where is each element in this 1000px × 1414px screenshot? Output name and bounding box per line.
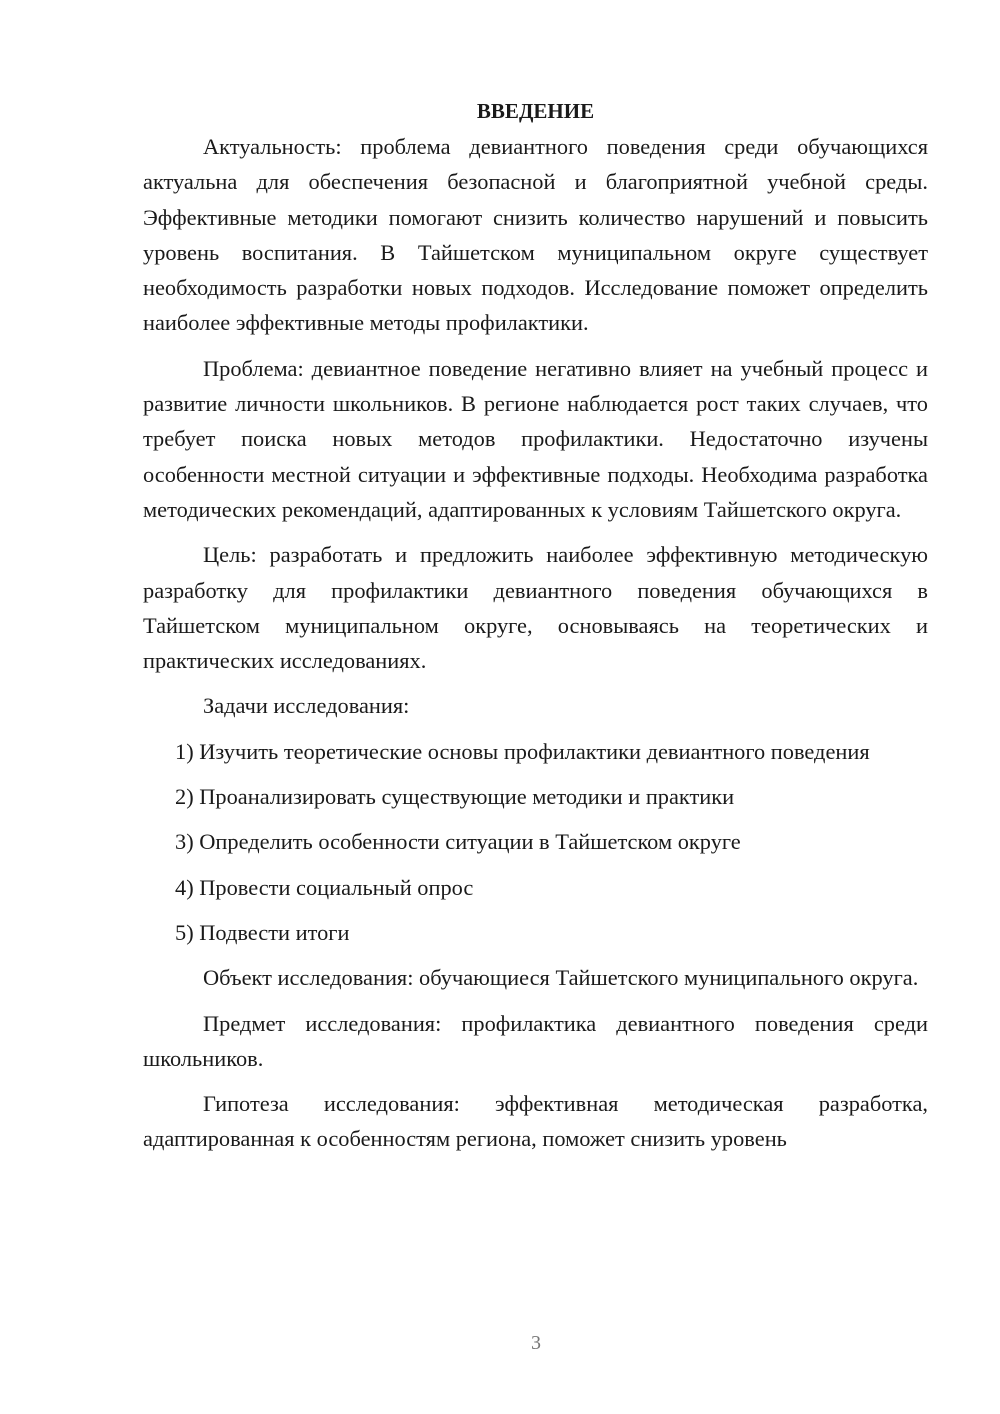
task-item: 1) Изучить теоретические основы профилактики девиантного поведения	[175, 738, 870, 764]
task-item: 5) Подвести итоги	[175, 919, 350, 945]
object-paragraph: Объект исследования: обучающиеся Тайшетского муниципального округа.	[203, 965, 919, 991]
goal-paragraph: Цель: разработать и предложить наиболее эффективную методическую разработку для профилактики девиантного поведения обучающихся в Тайшетском муниципальном округе, основываясь на теоретических и практических исследованиях.	[143, 542, 928, 674]
page-body	[143, 94, 928, 1167]
page-number: 3	[531, 1332, 541, 1354]
hypothesis-paragraph: Гипотеза исследования: эффективная методическая разработка, адаптированная к особенностям региона, поможет снизить уровень	[143, 1091, 928, 1152]
tasks-heading: Задачи исследования:	[203, 693, 410, 719]
task-item: 2) Проанализировать существующие методики и практики	[175, 784, 735, 810]
task-item: 4) Провести социальный опрос	[175, 874, 474, 900]
section-heading: ВВЕДЕНИЕ	[476, 99, 595, 123]
subject-paragraph: Предмет исследования: профилактика девиантного поведения среди школьников.	[143, 1010, 928, 1071]
problem-paragraph: Проблема: девиантное поведение негативно влияет на учебный процесс и развитие личности школьников. В регионе наблюдается рост таких случаев, что требует поиска новых методов профилактики. Недостаточно изучены особенности местной ситуации и эффективные подходы. Необходима разработка методических рекомендаций, адаптированных к условиям Тайшетского округа.	[143, 355, 928, 522]
relevance-paragraph: Актуальность: проблема девиантного поведения среди обучающихся актуальна для обеспечения безопасной и благоприятной учебной среды. Эффективные методики помогают снизить количество нарушений и повысить уровень воспитания. В Тайшетском муниципальном округе существует необходимость разработки новых подходов. Исследование поможет определить наиболее эффективные методы профилактики.	[143, 134, 928, 336]
task-item: 3) Определить особенности ситуации в Тайшетском округе	[175, 829, 741, 855]
